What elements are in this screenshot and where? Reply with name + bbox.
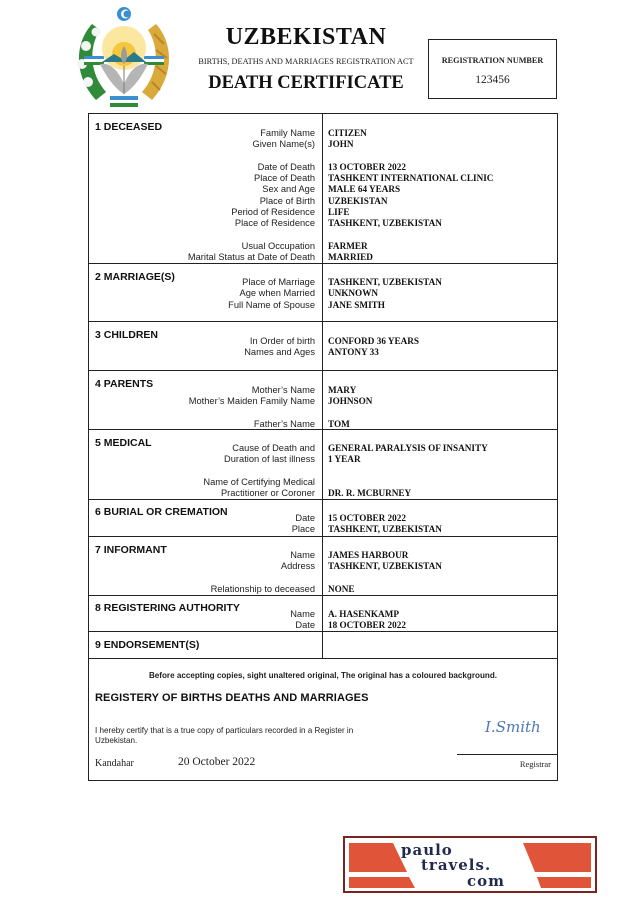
field-value: UZBEKISTAN — [328, 196, 388, 206]
section-heading: 7 INFORMANT — [95, 544, 167, 556]
section-marriages — [89, 264, 557, 322]
document-title: DEATH CERTIFICATE — [208, 73, 404, 93]
field-row — [89, 300, 557, 311]
field-label: Date — [295, 513, 315, 523]
field-label: Usual Occupation — [241, 241, 315, 251]
field-value: JAMES HARBOUR — [328, 550, 409, 560]
field-label: Relationship to deceased — [210, 584, 315, 594]
field-row — [89, 443, 557, 454]
field-row — [89, 609, 557, 620]
logo-line-3: com — [467, 872, 506, 890]
field-value: TASHKENT, UZBEKISTAN — [328, 524, 442, 534]
field-row — [89, 207, 557, 218]
section-medical — [89, 430, 557, 500]
field-label: Name — [290, 609, 315, 619]
field-value: MALE 64 YEARS — [328, 184, 401, 194]
column-divider — [322, 632, 323, 658]
field-value: 18 OCTOBER 2022 — [328, 620, 406, 630]
field-label: Name — [290, 550, 315, 560]
field-row — [89, 184, 557, 195]
field-row — [89, 128, 557, 139]
field-label: Place of Death — [254, 173, 315, 183]
field-label: In Order of birth — [249, 336, 315, 346]
field-value: CITIZEN — [328, 128, 367, 138]
section-heading: 1 DECEASED — [95, 121, 163, 133]
logo-line-2: travels. — [421, 856, 492, 874]
field-row — [89, 419, 557, 430]
field-value: JOHNSON — [328, 396, 373, 406]
field-label: Full Name of Spouse — [228, 300, 315, 310]
registry-title: REGISTERY OF BIRTHS DEATHS AND MARRIAGES — [95, 692, 369, 704]
field-value: TASHKENT, UZBEKISTAN — [328, 218, 442, 228]
field-value: A. HASENKAMP — [328, 609, 399, 619]
authenticity-notice: Before accepting copies, sight unaltered original, The original has a coloured background. — [148, 671, 498, 680]
field-value: ANTONY 33 — [328, 347, 379, 357]
field-row — [89, 550, 557, 561]
field-row — [89, 488, 557, 499]
field-row — [89, 620, 557, 631]
certification-statement: I hereby certify that is a true copy of particulars recorded in a Register in Uzbekistan. — [95, 726, 354, 745]
field-row — [89, 454, 557, 465]
field-row — [89, 336, 557, 347]
field-row — [89, 277, 557, 288]
field-value: 13 OCTOBER 2022 — [328, 162, 406, 172]
section-informant — [89, 537, 557, 596]
field-value: DR. R. MCBURNEY — [328, 488, 412, 498]
field-row — [89, 513, 557, 524]
field-row — [89, 162, 557, 173]
issue-date: 20 October 2022 — [178, 756, 256, 768]
certificate-table — [88, 113, 558, 781]
field-value: TASHKENT, UZBEKISTAN — [328, 277, 442, 287]
field-label: Mother’s Name — [251, 385, 315, 395]
issue-place: Kandahar — [95, 758, 134, 769]
field-value: LIFE — [328, 207, 350, 217]
field-label: Place of Birth — [259, 196, 315, 206]
field-value: CONFORD 36 YEARS — [328, 336, 420, 346]
field-label: Practitioner or Coroner — [220, 488, 315, 498]
field-row — [89, 139, 557, 150]
field-value: 1 YEAR — [328, 454, 361, 464]
field-row — [89, 396, 557, 407]
registrar-title: Registrar — [519, 759, 551, 769]
field-row — [89, 347, 557, 358]
field-row — [89, 477, 557, 488]
section-heading: 8 REGISTERING AUTHORITY — [95, 602, 240, 614]
field-label: Address — [280, 561, 315, 571]
field-value: MARY — [328, 385, 357, 395]
field-row — [89, 218, 557, 229]
act-subtitle: BIRTHS, DEATHS AND MARRIAGES REGISTRATION ACT — [198, 57, 414, 66]
section-endorsements — [89, 632, 557, 659]
field-row — [89, 196, 557, 207]
field-value: FARMER — [328, 241, 368, 251]
section-heading: 3 CHILDREN — [95, 329, 159, 341]
field-value: UNKNOWN — [328, 288, 379, 298]
field-row — [89, 241, 557, 252]
coat-of-arms-icon — [70, 4, 178, 112]
field-label: Date — [295, 620, 315, 630]
field-value: GENERAL PARALYSIS OF INSANITY — [328, 443, 488, 453]
field-value: TASHKENT INTERNATIONAL CLINIC — [328, 173, 494, 183]
field-row — [89, 524, 557, 535]
signature-line — [457, 754, 557, 755]
field-label: Place of Residence — [234, 218, 315, 228]
field-value: 15 OCTOBER 2022 — [328, 513, 406, 523]
section-burial — [89, 500, 557, 537]
field-label: Cause of Death and — [232, 443, 315, 453]
field-value: TOM — [328, 419, 350, 429]
field-value: TASHKENT, UZBEKISTAN — [328, 561, 442, 571]
registrar-signature: I.Smith — [485, 718, 541, 736]
field-row — [89, 385, 557, 396]
field-label: Duration of last illness — [224, 454, 315, 464]
registration-number-label: REGISTRATION NUMBER — [441, 56, 544, 65]
logo-line-1: paulo — [401, 841, 453, 859]
field-value: MARRIED — [328, 252, 373, 262]
country-title: UZBEKISTAN — [225, 24, 387, 50]
registration-number-value: 123456 — [475, 74, 510, 86]
section-heading: 2 MARRIAGE(S) — [95, 271, 175, 283]
section-registering-authority — [89, 596, 557, 632]
section-heading: 9 ENDORSEMENT(S) — [95, 639, 200, 651]
field-row — [89, 561, 557, 572]
section-parents — [89, 371, 557, 430]
field-label: Period of Residence — [231, 207, 315, 217]
section-heading: 5 MEDICAL — [95, 437, 152, 449]
field-label: Names and Ages — [244, 347, 315, 357]
field-label: Family Name — [260, 128, 315, 138]
section-deceased — [89, 114, 557, 264]
field-label: Date of Death — [257, 162, 315, 172]
field-label: Name of Certifying Medical — [203, 477, 315, 487]
field-row — [89, 252, 557, 263]
field-value: JANE SMITH — [328, 300, 385, 310]
registration-number-box — [428, 39, 557, 99]
field-label: Given Name(s) — [252, 139, 315, 149]
section-children — [89, 322, 557, 371]
field-label: Father’s Name — [253, 419, 315, 429]
section-heading: 4 PARENTS — [95, 378, 154, 390]
field-value: NONE — [328, 584, 355, 594]
field-label: Age when Married — [239, 288, 315, 298]
field-label: Mother’s Maiden Family Name — [188, 396, 315, 406]
field-label: Sex and Age — [262, 184, 315, 194]
field-row — [89, 173, 557, 184]
field-label: Marital Status at Date of Death — [187, 252, 315, 262]
section-heading: 6 BURIAL OR CREMATION — [95, 506, 228, 518]
field-row — [89, 584, 557, 595]
field-value: JOHN — [328, 139, 354, 149]
field-row — [89, 288, 557, 299]
field-label: Place of Marriage — [242, 277, 315, 287]
paulo-travels-logo — [343, 836, 597, 893]
field-label: Place — [291, 524, 315, 534]
